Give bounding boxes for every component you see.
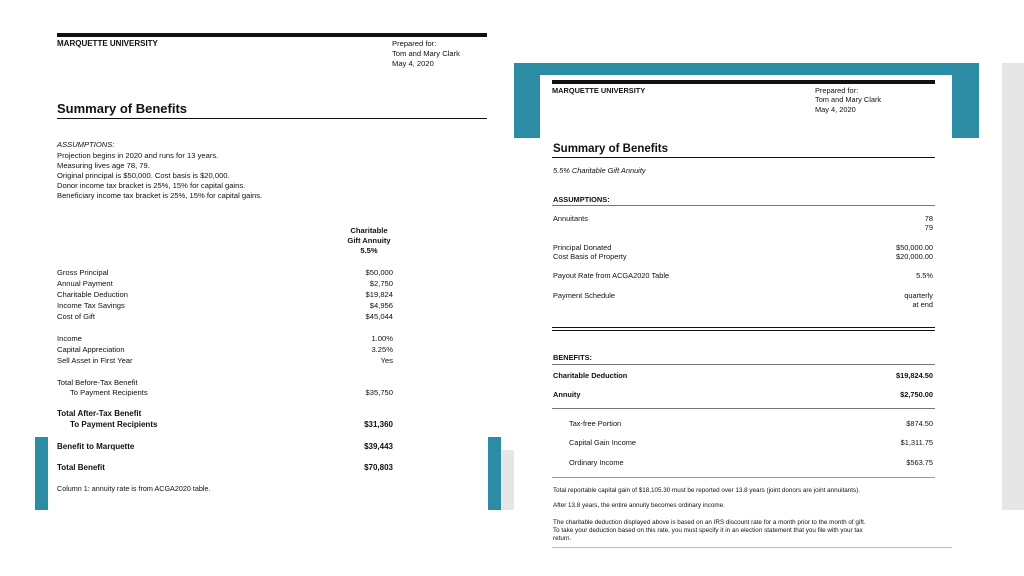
title-rule-left bbox=[57, 118, 487, 119]
annuity-label: Annuity bbox=[553, 390, 581, 399]
before-tax-label-sub: To Payment Recipients bbox=[70, 388, 148, 397]
note-capital-gain: Total reportable capital gain of $18,105.30 must be reported over 13.8 years (joint donors are joint annuitants). bbox=[553, 487, 860, 494]
row-label: Cost of Gift bbox=[57, 312, 95, 321]
note-ordinary-income: After 13.8 years, the entire annuity becomes ordinary income. bbox=[553, 502, 725, 509]
taxfree-value: $874.50 bbox=[906, 419, 933, 428]
assumption-line: Original principal is $50,000. Cost basis is $20,000. bbox=[57, 171, 230, 180]
benefits-rule bbox=[552, 364, 935, 365]
assumption-line: Beneficiary income tax bracket is 25%, 15% for capital gains. bbox=[57, 191, 263, 200]
before-tax-value: $35,750 bbox=[365, 388, 393, 397]
principal-value: $50,000.00 bbox=[896, 243, 933, 252]
note-deduction-line: The charitable deduction displayed above is based on an IRS discount rate for a month prior to the month of gift. bbox=[553, 519, 866, 526]
row-label: Income bbox=[57, 334, 82, 343]
teal-frame-left-inner bbox=[35, 437, 48, 510]
teal-frame-left-inner-right bbox=[488, 437, 501, 510]
benefits-heading: BENEFITS: bbox=[553, 353, 593, 362]
date-left: May 4, 2020 bbox=[392, 59, 434, 68]
prepared-for-label-left: Prepared for: bbox=[392, 39, 437, 48]
row-value: $45,044 bbox=[365, 312, 393, 321]
row-value: 3.25% bbox=[371, 345, 393, 354]
gray-band-bottom bbox=[500, 450, 514, 510]
annuitants-label: Annuitants bbox=[553, 214, 588, 223]
row-value: $19,824 bbox=[365, 290, 393, 299]
header-rule-right bbox=[552, 80, 935, 84]
after-tax-value: $31,360 bbox=[364, 420, 393, 429]
row-label: Capital Appreciation bbox=[57, 345, 125, 354]
row-value: 1.00% bbox=[371, 334, 393, 343]
row-label: Charitable Deduction bbox=[57, 290, 128, 299]
capgain-label: Capital Gain Income bbox=[569, 438, 636, 447]
row-label: Gross Principal bbox=[57, 268, 109, 277]
row-value: $2,750 bbox=[369, 279, 393, 288]
after-tax-label-sub: To Payment Recipients bbox=[70, 420, 158, 429]
client-name-right: Tom and Mary Clark bbox=[815, 95, 882, 104]
assumptions-heading-right: ASSUMPTIONS: bbox=[553, 195, 610, 204]
ordinary-value: $563.75 bbox=[906, 458, 933, 467]
summary-page-left bbox=[0, 0, 500, 510]
section-double-rule bbox=[552, 327, 935, 328]
total-benefit-label: Total Benefit bbox=[57, 463, 105, 472]
bottom-rule-right bbox=[552, 547, 952, 548]
assumptions-heading-left: ASSUMPTIONS: bbox=[57, 140, 115, 149]
assumption-line: Measuring lives age 78, 79. bbox=[57, 161, 150, 170]
university-name-left: MARQUETTE UNIVERSITY bbox=[57, 39, 158, 48]
benefit-marquette-label: Benefit to Marquette bbox=[57, 442, 135, 451]
date-right: May 4, 2020 bbox=[815, 105, 856, 114]
after-tax-label: Total After-Tax Benefit bbox=[57, 409, 142, 418]
annuity-value: $2,750.00 bbox=[900, 390, 933, 399]
taxfree-label: Tax-free Portion bbox=[569, 419, 622, 428]
schedule-label: Payment Schedule bbox=[553, 291, 616, 300]
row-value: Yes bbox=[380, 356, 393, 365]
title-rule-right bbox=[552, 157, 935, 158]
page-title-left: Summary of Benefits bbox=[57, 101, 188, 116]
notes-rule bbox=[552, 477, 935, 478]
assumptions-rule-right bbox=[552, 205, 935, 206]
row-label: Sell Asset in First Year bbox=[57, 356, 133, 365]
university-name-right: MARQUETTE UNIVERSITY bbox=[552, 86, 646, 95]
header-rule-left bbox=[57, 33, 487, 37]
deduction-label: Charitable Deduction bbox=[553, 371, 628, 380]
annuity-rule bbox=[552, 408, 935, 409]
row-label: Income Tax Savings bbox=[57, 301, 125, 310]
section-double-rule bbox=[552, 330, 935, 331]
footnote-left: Column 1: annuity rate is from ACGA2020 table. bbox=[57, 484, 211, 493]
column-header-line: Gift Annuity bbox=[347, 236, 391, 245]
assumption-line: Donor income tax bracket is 25%, 15% for capital gains. bbox=[57, 181, 246, 190]
row-value: $4,956 bbox=[369, 301, 393, 310]
row-value: $50,000 bbox=[365, 268, 393, 277]
column-header-line: Charitable bbox=[350, 226, 388, 235]
note-deduction-line: To take your deduction based on this rate, you must specify it in an election statement that you file with your tax bbox=[553, 527, 863, 534]
annuitant-age-1: 78 bbox=[924, 214, 933, 223]
subtitle-right: 5.5% Charitable Gift Annuity bbox=[553, 166, 646, 175]
annuitant-age-2: 79 bbox=[924, 223, 933, 232]
page-title-right: Summary of Benefits bbox=[553, 143, 669, 155]
payout-label: Payout Rate from ACGA2020 Table bbox=[553, 271, 670, 280]
before-tax-label: Total Before-Tax Benefit bbox=[57, 378, 138, 387]
client-name-left: Tom and Mary Clark bbox=[392, 49, 460, 58]
gray-band-right bbox=[1002, 63, 1024, 510]
column-header-line: 5.5% bbox=[360, 246, 378, 255]
ordinary-label: Ordinary Income bbox=[569, 458, 624, 467]
note-deduction-line: return. bbox=[553, 535, 572, 542]
schedule-value-2: at end bbox=[912, 300, 933, 309]
payout-value: 5.5% bbox=[916, 271, 933, 280]
capgain-value: $1,311.75 bbox=[900, 438, 933, 447]
cost-basis-label: Cost Basis of Property bbox=[553, 252, 627, 261]
total-benefit-value: $70,803 bbox=[364, 463, 393, 472]
cost-basis-value: $20,000.00 bbox=[896, 252, 933, 261]
schedule-value-1: quarterly bbox=[904, 291, 933, 300]
principal-label: Principal Donated bbox=[553, 243, 612, 252]
deduction-value: $19,824.50 bbox=[896, 371, 933, 380]
prepared-for-label-right: Prepared for: bbox=[815, 86, 859, 95]
benefit-marquette-value: $39,443 bbox=[364, 442, 393, 451]
assumption-line: Projection begins in 2020 and runs for 13 years. bbox=[57, 151, 219, 160]
row-label: Annual Payment bbox=[57, 279, 113, 288]
